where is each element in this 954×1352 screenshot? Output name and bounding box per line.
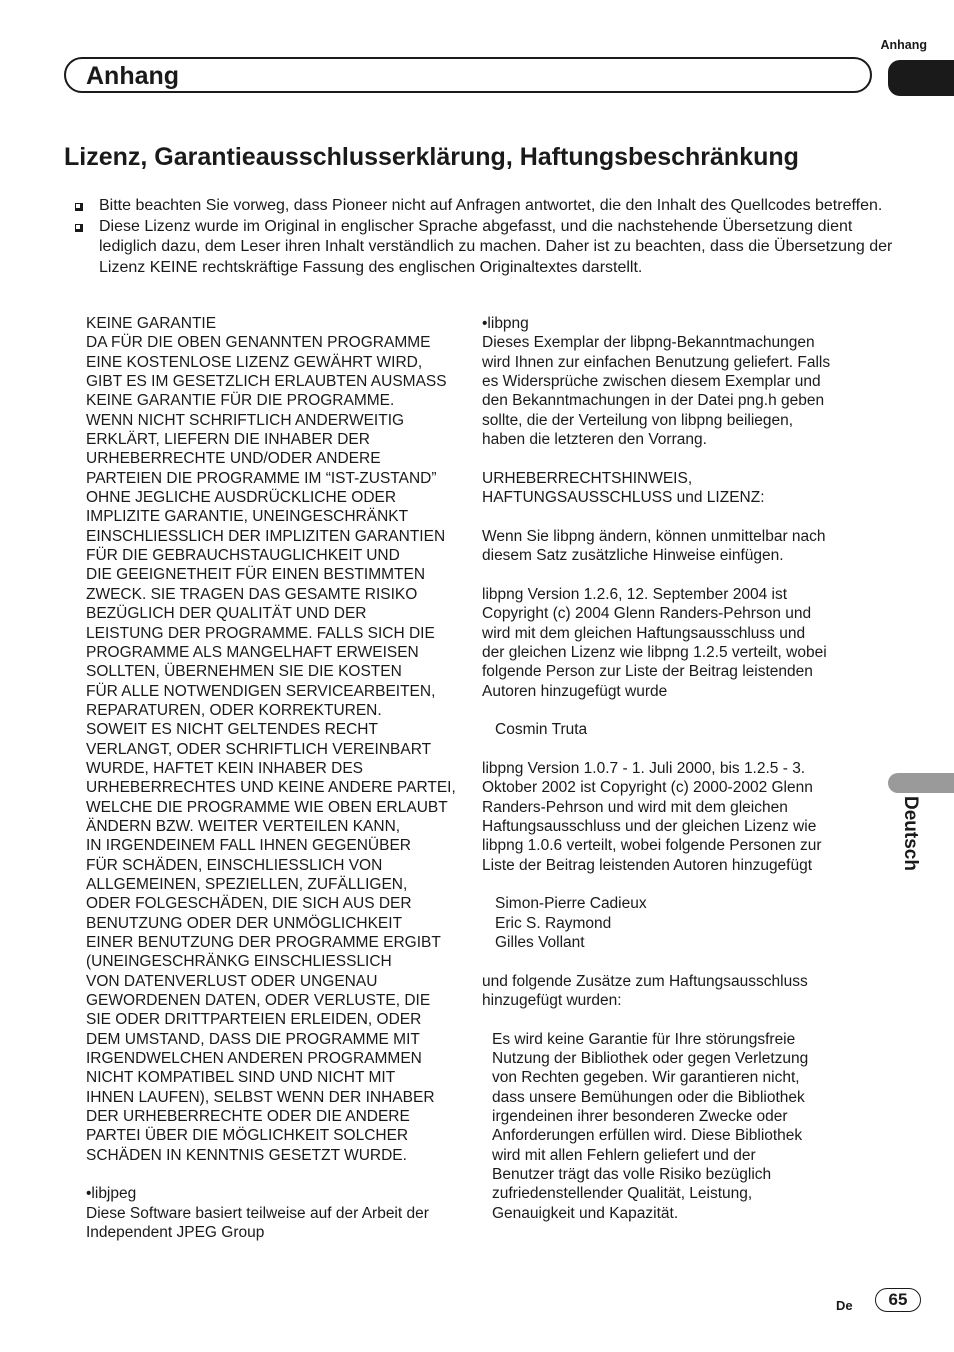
text-line: EINER BENUTZUNG DER PROGRAMME ERGIBT [86,934,441,951]
contributor-name: Cosmin Truta [495,721,588,739]
text-line: IN IRGENDEINEM FALL IHNEN GEGENÜBER [86,837,411,855]
text-line: IHNEN LAUFEN), SELBST WENN DER INHABER [86,1088,435,1106]
text-line: Wenn Sie libpng ändern, können unmittelbar nach [482,527,826,545]
note-text: Bitte beachten Sie vorweg, dass Pioneer nicht auf Anfragen antwortet, die den Inhalt des Quellcodes betreffen. [99,197,883,214]
text-line: folgende Person zur Liste der Beitrag leistenden [482,663,813,681]
disclaimer-block [482,1030,867,1223]
text-line: Es wird keine Garantie für Ihre störungsfreie [492,1030,796,1048]
text-line: Benutzer trägt das volle Risiko bezüglich [492,1166,772,1184]
text-line: diesem Satz zusätzliche Hinweise einfügen. [482,547,784,565]
text-line: wird Ihnen zur einfachen Benutzung geliefert. Falls [482,353,831,371]
text-line: NICHT KOMPATIBEL SIND UND NICHT MIT [86,1069,396,1087]
checkbox-bullet-icon [75,203,83,211]
right-column [482,314,867,1223]
text-line: HAFTUNGSAUSSCHLUSS und LIZENZ: [482,489,765,507]
running-head: Anhang [880,38,927,52]
checkbox-bullet-icon [75,224,83,232]
text-line: EINE KOSTENLOSE LIZENZ GEWÄHRT WIRD, [86,353,423,371]
text-line: REPARATUREN, ODER KORREKTUREN. [86,701,382,719]
text-line: (UNEINGESCHRÄNKG EINSCHLIESSLICH [86,953,392,971]
text-line: ERKLÄRT, LIEFERN DIE INHABER DER [86,431,370,449]
contributor-name: Simon-Pierre Cadieux [495,895,647,913]
text-line: URHEBERRECHTE UND/ODER ANDERE [86,450,381,468]
text-line: wird mit allen Fehlern geliefert und der [492,1146,756,1164]
text-line: IMPLIZITE GARANTIE, UNEINGESCHRÄNKT [86,508,409,526]
text-line: OHNE JEGLICHE AUSDRÜCKLICHE ODER [86,489,397,507]
section-marker-block [888,60,954,96]
note-text: Diese Lizenz wurde im Original in englischer Sprache abgefasst, und die nachstehende Übersetzung dient lediglich dazu, dem Leser ihren Inhalt verständlich zu machen. Daher ist zu beachten, dass die Übersetzung der Lizenz KEINE rechtskräftige Fassung des englischen Originaltextes darstellt. [99,217,893,276]
contributor-name: Eric S. Raymond [495,914,612,932]
text-line: FÜR DIE GEBRAUCHSTAUGLICHKEIT UND [86,547,400,565]
warranty-text [86,333,471,1165]
text-line: Diese Software basiert teilweise auf der Arbeit der [86,1204,429,1222]
libjpeg-heading: •libjpeg [86,1185,137,1203]
text-line: GEWORDENEN DATEN, ODER VERLUSTE, DIE [86,992,431,1010]
text-line: libpng 1.0.6 verteilt, wobei folgende Personen zur [482,837,822,855]
text-line: irgendeinen ihrer besonderen Zwecke oder [492,1108,788,1126]
text-line: PARTEIEN DIE PROGRAMME IM “IST-ZUSTAND” [86,469,437,487]
text-line: SIE ODER DRITTPARTEIEN ERLEIDEN, ODER [86,1011,422,1029]
section-title: Anhang [86,62,180,90]
text-line: Liste der Beitrag leistenden Autoren hinzugefügt [482,856,813,874]
text-line: FÜR SCHÄDEN, EINSCHLIESSLICH VON [86,856,383,874]
text-line: Genauigkeit und Kapazität. [492,1204,679,1222]
section-header-tab [64,57,872,93]
text-line: der gleichen Lizenz wie libpng 1.2.5 verteilt, wobei [482,643,827,661]
text-line: libpng Version 1.0.7 - 1. Juli 2000, bis 1.2.5 - 3. [482,759,806,777]
text-line: FÜR ALLE NOTWENDIGEN SERVICEARBEITEN, [86,682,436,700]
text-line: Haftungsausschluss und der gleichen Lizenz wie [482,817,817,835]
left-column [86,314,471,1243]
text-line: GIBT ES IM GESETZLICH ERLAUBTEN AUSMASS [86,373,447,391]
language-tab-label: Deutsch [900,796,921,871]
text-line: LEISTUNG DER PROGRAMME. FALLS SICH DIE [86,624,435,642]
text-line: Anforderungen erfüllen wird. Diese Bibliothek [492,1127,803,1145]
text-line: Autoren hinzugefügt wurde [482,682,668,700]
text-line: DER URHEBERRECHTE ODER DIE ANDERE [86,1108,410,1126]
text-line: und folgende Zusätze zum Haftungsausschluss [482,972,808,990]
text-line: Nutzung der Bibliothek oder gegen Verletzung [492,1050,809,1068]
text-line: DEM UMSTAND, DASS DIE PROGRAMME MIT [86,1030,420,1048]
text-line: VERLANGT, ODER SCHRIFTLICH VEREINBART [86,740,432,758]
text-line: libpng Version 1.2.6, 12. September 2004 ist [482,585,788,603]
text-line: BENUTZUNG ODER DER UNMÖGLICHKEIT [86,914,403,932]
text-line: URHEBERRECHTES UND KEINE ANDERE PARTEI, [86,779,456,797]
text-line: WENN NICHT SCHRIFTLICH ANDERWEITIG [86,411,405,429]
footer-language-code: De [836,1298,853,1313]
text-line: hinzugefügt wurden: [482,992,622,1010]
text-line: SCHÄDEN IN KENNTNIS GESETZT WURDE. [86,1146,407,1164]
text-line: PROGRAMME ALS MANGELHAFT ERWEISEN [86,643,419,661]
text-line: Copyright (c) 2004 Glenn Randers-Pehrson und [482,605,812,623]
text-line: ZWECK. SIE TRAGEN DAS GESAMTE RISIKO [86,585,418,603]
text-line: ODER FOLGESCHÄDEN, DIE SICH AUS DER [86,895,412,913]
text-line: IRGENDWELCHEN ANDEREN PROGRAMMEN [86,1050,422,1068]
text-line: dass unsere Bemühungen oder die Bibliothek [492,1088,805,1106]
text-line: SOWEIT ES NICHT GELTENDES RECHT [86,721,378,739]
text-line: VON DATENVERLUST ODER UNGENAU [86,972,378,990]
page-number: 65 [875,1288,921,1312]
text-line: ÄNDERN BZW. WEITER VERTEILEN KANN, [86,817,401,835]
language-tab-marker [888,773,954,793]
text-line: haben die letzteren den Vorrang. [482,431,707,449]
text-line: es Widersprüche zwischen diesem Exemplar und [482,373,821,391]
text-line: Randers-Pehrson und wird mit dem gleichen [482,798,788,816]
text-line: SOLLTEN, ÜBERNEHMEN SIE DIE KOSTEN [86,663,402,681]
text-line: zufriedenstellender Qualität, Leistung, [492,1185,753,1203]
text-line: PARTEI ÜBER DIE MÖGLICHKEIT SOLCHER [86,1127,409,1145]
text-line: URHEBERRECHTSHINWEIS, [482,469,693,487]
text-line: DIE GEEIGNETHEIT FÜR EINEN BESTIMMTEN [86,566,426,584]
text-line: DA FÜR DIE OBEN GENANNTEN PROGRAMME [86,334,431,352]
warranty-heading: KEINE GARANTIE [86,315,217,332]
note-item [74,217,894,279]
text-line: Dieses Exemplar der libpng-Bekanntmachungen [482,334,815,352]
libpng-heading: •libpng [482,315,529,332]
text-line: WELCHE DIE PROGRAMME WIE OBEN ERLAUBT [86,798,448,816]
text-line: BEZÜGLICH DER QUALITÄT UND DER [86,605,367,623]
text-line: Independent JPEG Group [86,1224,265,1242]
text-line: KEINE GARANTIE FÜR DIE PROGRAMME. [86,392,395,410]
text-line: EINSCHLIESSLICH DER IMPLIZITEN GARANTIEN [86,527,446,545]
page-title: Lizenz, Garantieausschlusserklärung, Haftungsbeschränkung [64,143,799,171]
text-line: ALLGEMEINEN, SPEZIELLEN, ZUFÄLLIGEN, [86,875,408,893]
note-item [74,196,894,217]
text-line: wird mit dem gleichen Haftungsausschluss und [482,624,806,642]
text-line: sollte, die der Verteilung von libpng beiliegen, [482,411,794,429]
notes-list [74,196,894,278]
text-line: Oktober 2002 ist Copyright (c) 2000-2002 Glenn [482,779,813,797]
text-line: von Rechten gegeben. Wir garantieren nicht, [492,1069,800,1087]
contributor-name: Gilles Vollant [495,934,585,951]
text-line: WURDE, HAFTET KEIN INHABER DES [86,759,364,777]
text-line: den Bekanntmachungen in der Datei png.h geben [482,392,825,410]
